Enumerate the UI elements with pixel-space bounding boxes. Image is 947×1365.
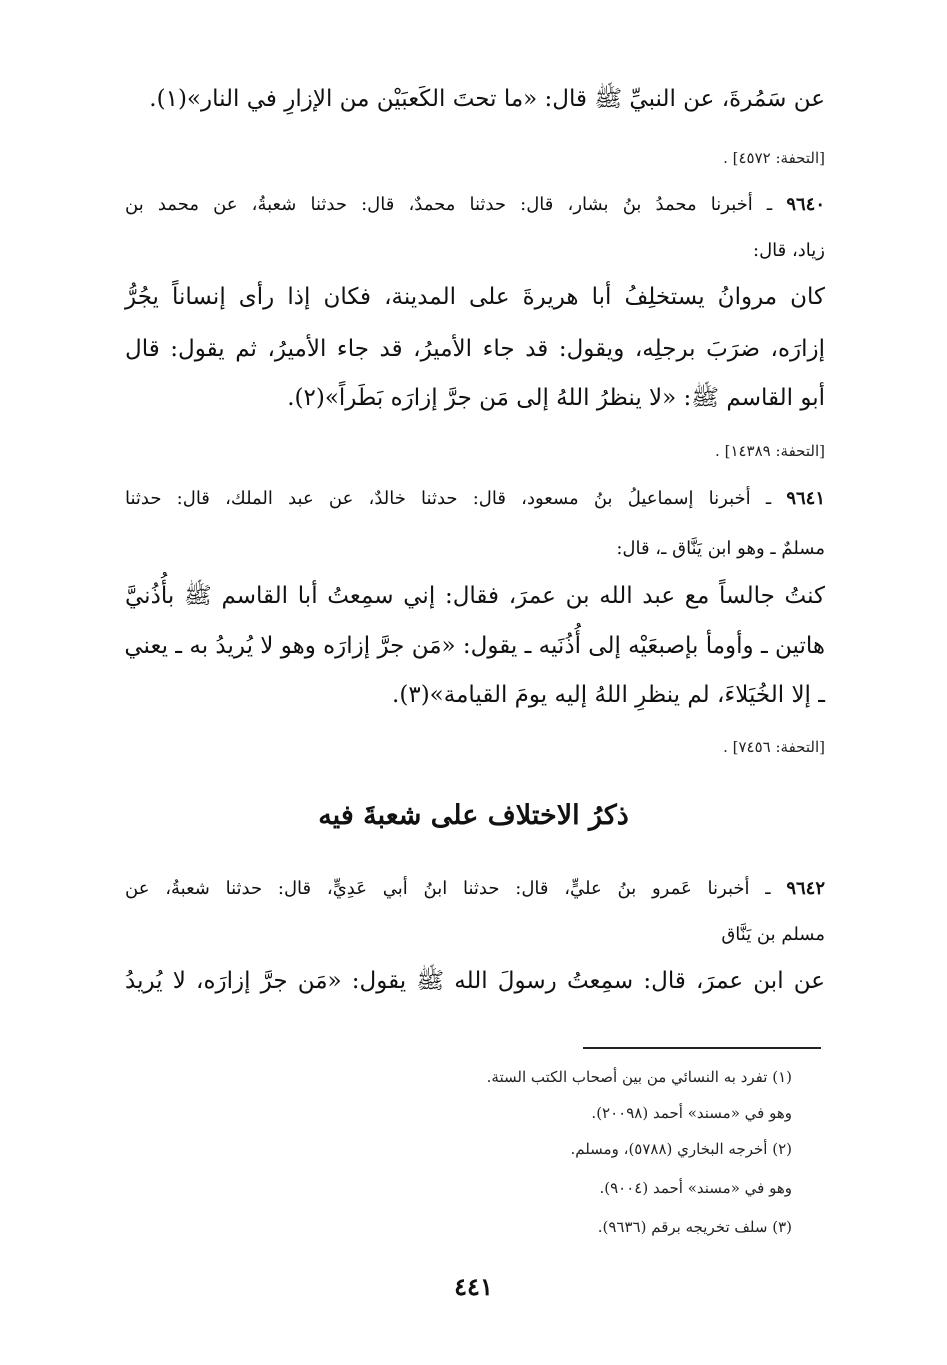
footnote: وهو في «مسند» أحمد (٢٠٠٩٨). [591, 1104, 792, 1122]
section-heading: ذكرُ الاختلاف على شعبةَ فيه [318, 800, 629, 831]
isnad-line [125, 490, 825, 508]
hadith-text-line: ـ إلا الخُيَلاءَ، لم ينظرِ اللهُ إليه يومَ القيامة»(٣). [392, 682, 825, 708]
hadith-text-line: كان مروانُ يستخلِفُ أبا هريرةَ على المدينة، فكان إذا رأى إنساناً يجُرُّ [125, 284, 825, 310]
footnote: (٣) سلف تخريجه برقم (٩٦٣٦). [597, 1218, 792, 1236]
hadith-text-line: أبو القاسم ﷺ: «لا ينظرُ اللهُ إلى مَن جرَّ إزارَه بَطَراً»(٢). [287, 385, 825, 411]
tuhfa-reference: [التحفة: ١٤٣٨٩] . [715, 442, 825, 460]
hadith-text-line: هاتين ـ وأومأ بإصبعَيْه إلى أُذُنَيه ـ يقول: «مَن جرَّ إزارَه وهو لا يُريدُ به ـ يعني [124, 633, 825, 659]
isnad-line: مسلمٌ ـ وهو ابن يَنَّاق ـ، قال: [616, 538, 825, 559]
footnote: وهو في «مسند» أحمد (٩٠٠٤). [599, 1179, 792, 1197]
isnad-line [125, 880, 825, 898]
isnad-line [125, 196, 825, 214]
isnad-line: زياد، قال: [753, 240, 825, 261]
hadith-text-line: كنتُ جالساً مع عبد الله بن عمرَ، فقال: إني سمِعتُ أبا القاسم ﷺ بأُذُنيَّ [125, 583, 825, 609]
isnad-text: ـ أخبرنا عَمرو بنُ عليٍّ، قال: حدثنا ابنُ أبي عَدِيٍّ، قال: حدثنا شعبةُ، عن [125, 878, 771, 899]
footnote: (٢) أخرجه البخاري (٥٧٨٨)، ومسلم. [570, 1140, 792, 1158]
hadith-number: ٩٦٤١ [786, 488, 825, 509]
hadith-number: ٩٦٤٠ [786, 194, 825, 215]
tuhfa-reference: [التحفة: ٧٤٥٦] . [723, 738, 825, 756]
isnad-line: مسلم بن يَنَّاق [721, 924, 825, 945]
hadith-text-line: إزارَه، ضرَبَ برجلِه، ويقول: قد جاء الأميرُ، قد جاء الأميرُ، ثم يقول: قال [125, 336, 825, 362]
hadith-number: ٩٦٤٢ [786, 878, 825, 899]
isnad-text: ـ أخبرنا محمدُ بنُ بشار، قال: حدثنا محمدٌ، قال: حدثنا شعبةُ، عن محمد بن [125, 194, 773, 215]
page-number: ٤٤١ [454, 1272, 493, 1301]
hadith-text-line: عن ابن عمرَ، قال: سمِعتُ رسولَ الله ﷺ يقول: «مَن جرَّ إزارَه، لا يُريدُ [125, 968, 825, 994]
hadith-text-line: عن سَمُرةَ، عن النبيِّ ﷺ قال: «ما تحتَ الكَعبَيْن من الإزارِ في النار»(١). [149, 86, 825, 112]
footnote: (١) تفرد به النسائي من بين أصحاب الكتب الستة. [486, 1068, 792, 1086]
isnad-text: ـ أخبرنا إسماعيلُ بنُ مسعود، قال: حدثنا خالدٌ، عن عبد الملك، قال: حدثنا [125, 488, 772, 509]
footnote-separator [583, 1047, 821, 1049]
tuhfa-reference: [التحفة: ٤٥٧٢] . [723, 149, 825, 167]
